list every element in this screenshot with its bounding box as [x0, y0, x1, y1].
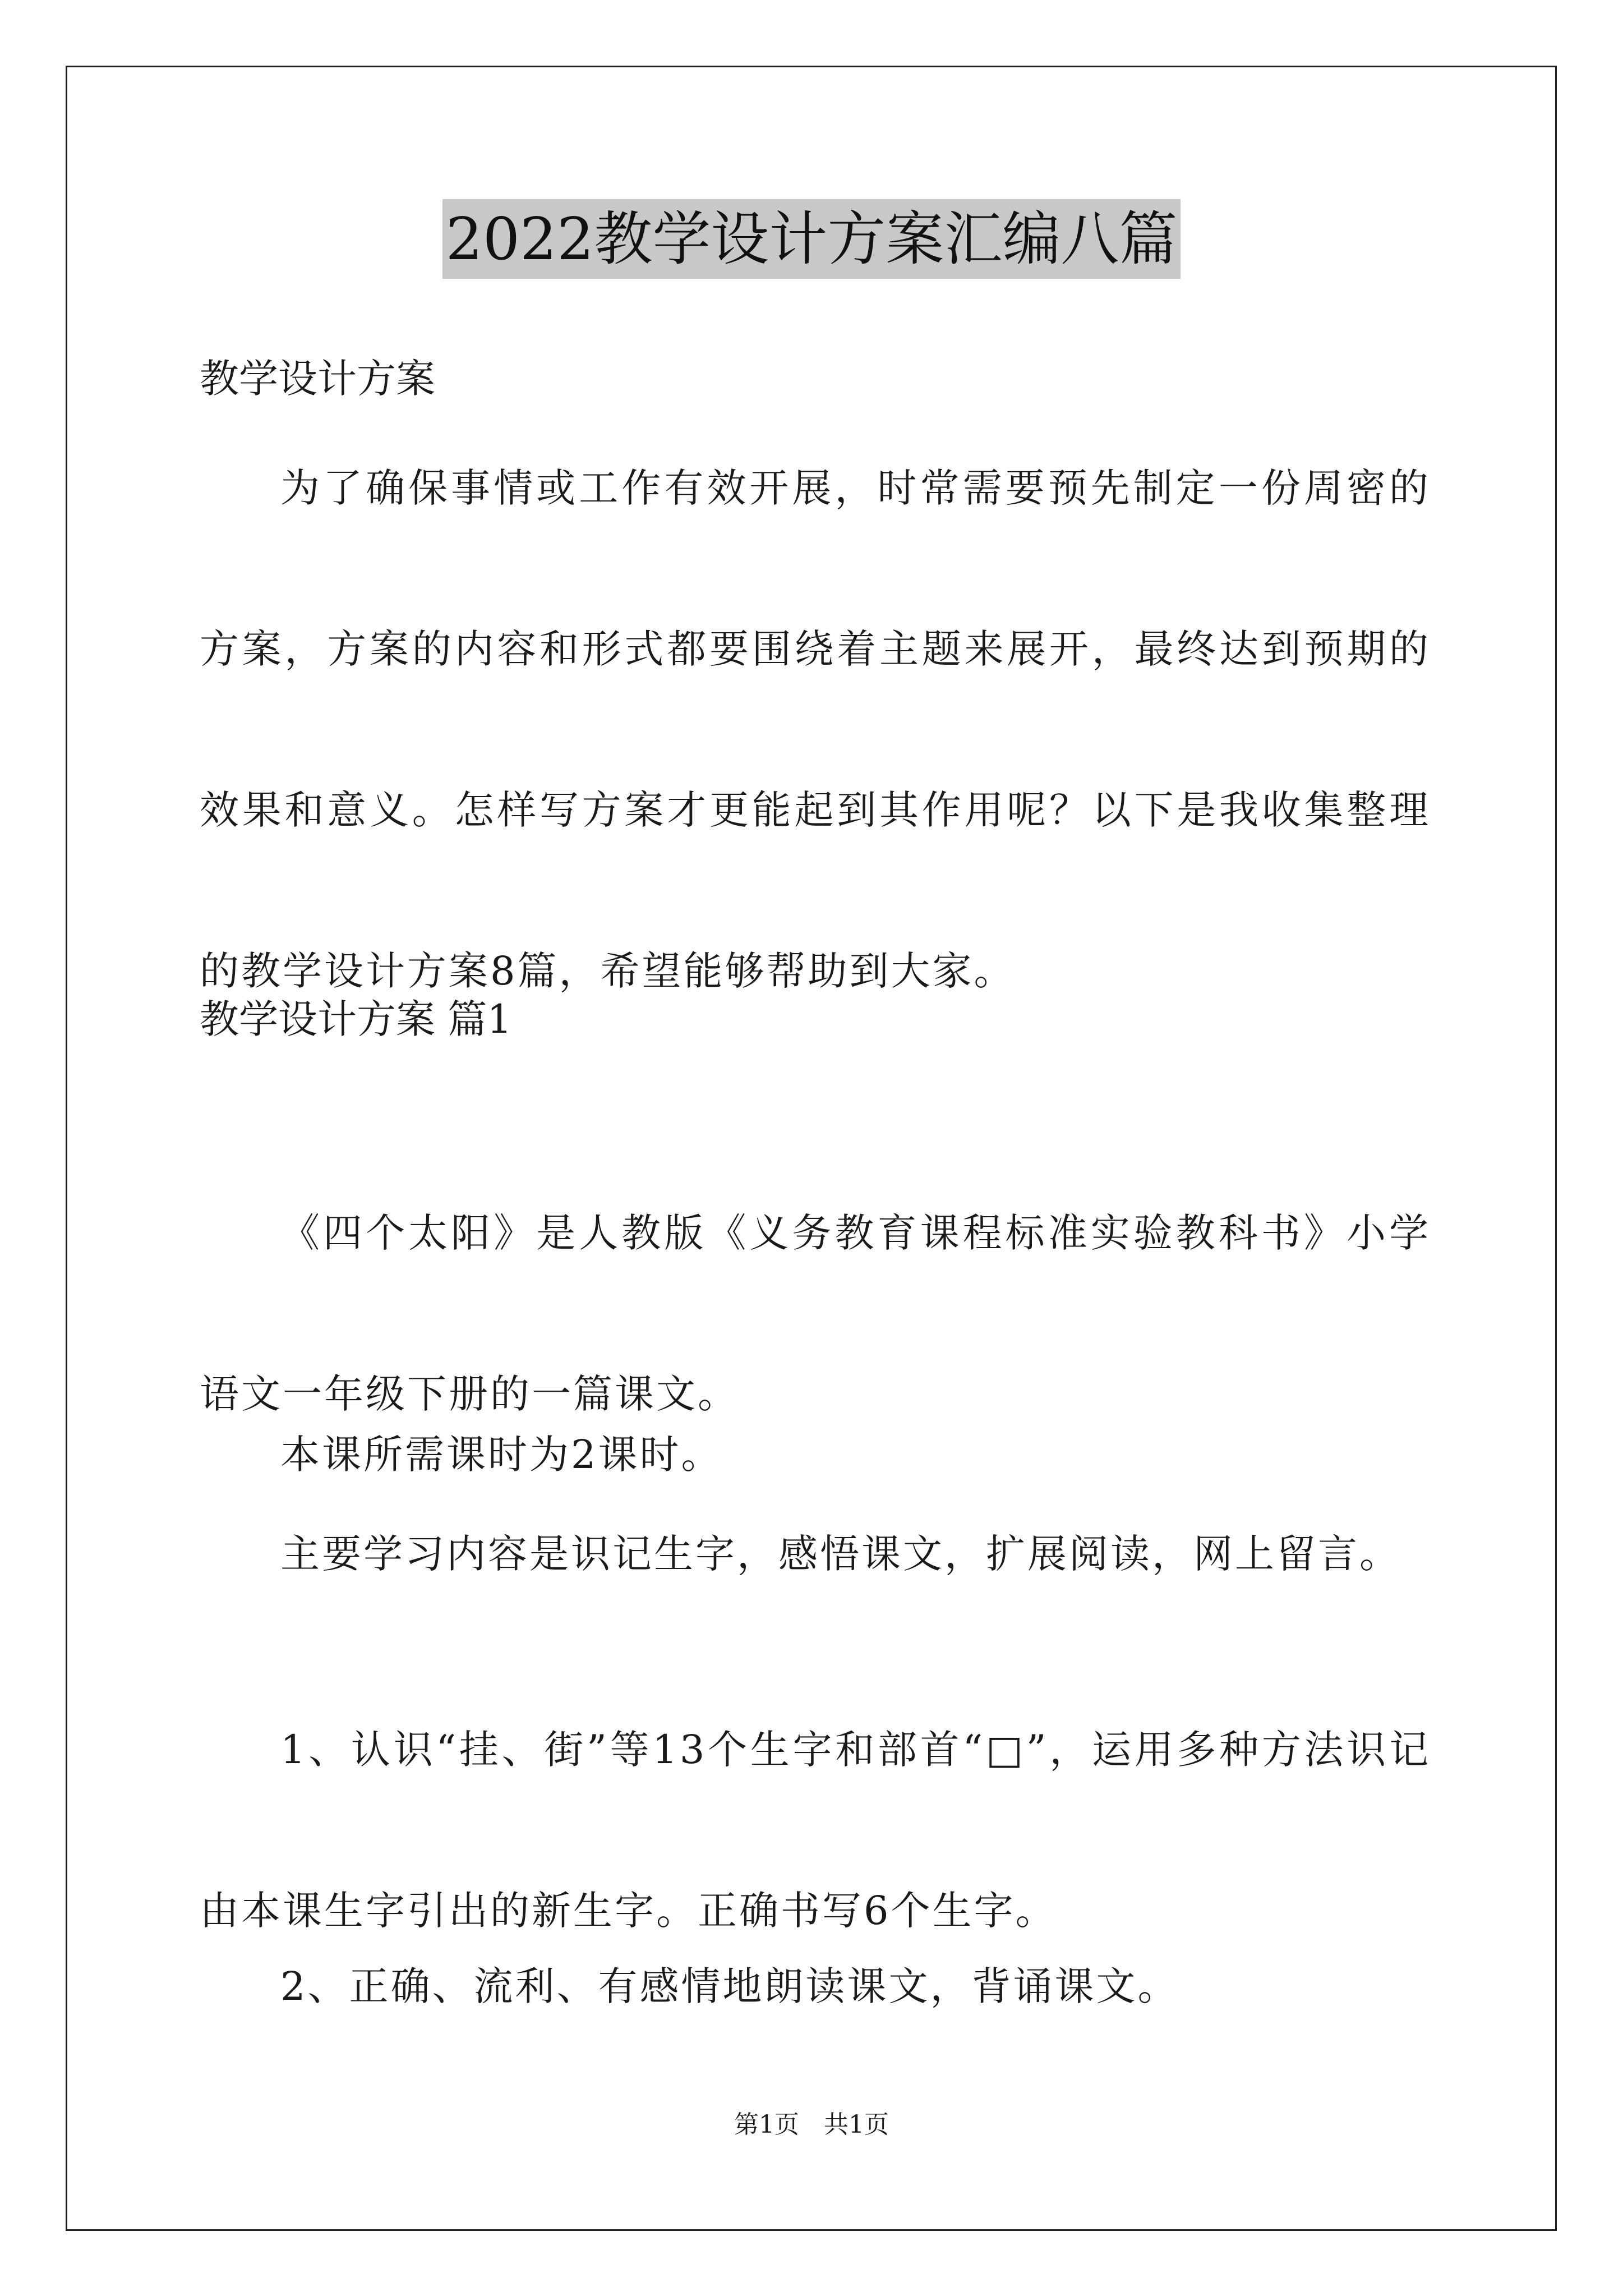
part1-paragraph-3: 主要学习内容是识记生字，感悟课文，扩展阅读，网上留言。 [280, 1531, 1401, 1577]
page-footer: 第1页 共1页 [734, 2110, 889, 2139]
intro-paragraph: 为了确保事情或工作有效开展，时常需要预先制定一份周密的方案，方案的内容和形式都要围绕着主题来展开，最终达到预期的效果和意义。怎样写方案才更能起到其作用呢？以下是我收集整理的教学设计方案8篇，希望能够帮助到大家。 [200, 465, 1431, 994]
goal-1: 1、认识“挂、街”等13个生字和部首“□”，运用多种方法识记由本课生字引出的新生字。正确书写6个生字。 [200, 1727, 1431, 1934]
document-title: 2022教学设计方案汇编八篇 [442, 199, 1181, 279]
goal-2: 2、正确、流利、有感情地朗读课文，背诵课文。 [280, 1963, 1179, 2009]
part1-heading: 教学设计方案 篇1 [200, 996, 512, 1042]
section-heading: 教学设计方案 [200, 356, 435, 402]
part1-paragraph-2: 本课所需课时为2课时。 [280, 1432, 723, 1478]
part1-paragraph-1: 《四个太阳》是人教版《义务教育课程标准实验教科书》小学语文一年级下册的一篇课文。 [200, 1210, 1431, 1417]
title-container [0, 199, 1623, 279]
